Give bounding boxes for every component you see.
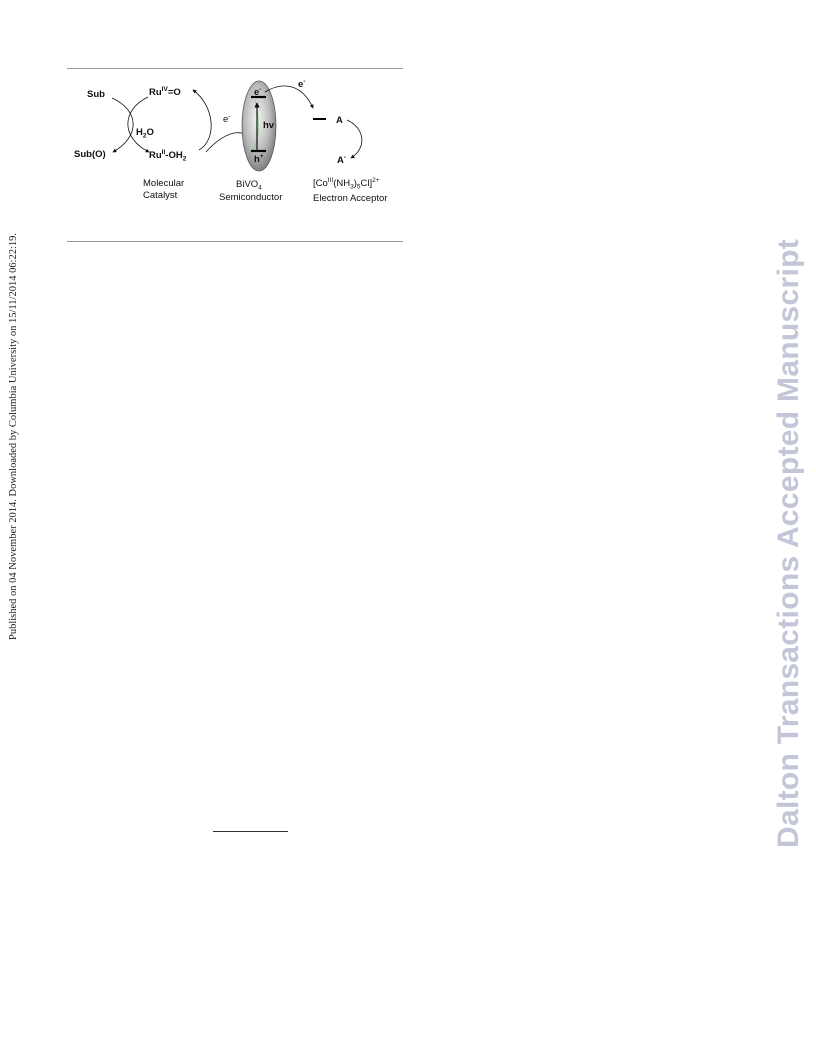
acceptor-reduction-arrow [347, 120, 362, 158]
catalyst-oxidation-arrow [193, 90, 211, 150]
photon-label: hv [263, 120, 275, 131]
reaction-scheme [67, 70, 403, 240]
scheme-top-rule [67, 68, 403, 69]
electron-label-left: e- [223, 113, 231, 125]
hole-label: h+ [254, 153, 264, 165]
substrate-label: Sub [87, 89, 105, 100]
ru-oxo-label: $Ru^{IV}=O$ [149, 86, 181, 98]
catalyst-caption-line2: Catalyst [143, 190, 178, 201]
catalyst-caption-line1: Molecular [143, 178, 185, 189]
semiconductor-formula: BiVO$_4$ [236, 179, 262, 192]
oxidation-arrow-left [112, 98, 133, 152]
oxidized-substrate-label: Sub(O) [74, 149, 106, 160]
journal-watermark: Dalton Transactions Accepted Manuscript [772, 238, 805, 848]
publication-side-note: Published on 04 November 2014. Downloaded by Columbia University on 15/11/2014 06:22:19. [8, 232, 19, 640]
acceptor-formula: $[Co^{III}(NH_3)_5Cl]^{2+}$ [313, 177, 380, 191]
acceptor-caption: Electron Acceptor [313, 193, 388, 204]
acceptor-label: A [336, 115, 343, 126]
scheme-bottom-rule [67, 241, 403, 242]
ru-aqua-label: $Ru^{II}-OH_2$ [149, 149, 187, 163]
electron-label-right: e- [298, 78, 306, 90]
oxidation-arrow-right [128, 97, 149, 152]
semiconductor-caption: Semiconductor [219, 192, 283, 203]
footnote-separator [213, 831, 288, 832]
electron-label-band: e- [254, 86, 262, 98]
water-label: $H_2O$ [136, 127, 154, 140]
reduced-acceptor-label: A- [337, 154, 347, 166]
